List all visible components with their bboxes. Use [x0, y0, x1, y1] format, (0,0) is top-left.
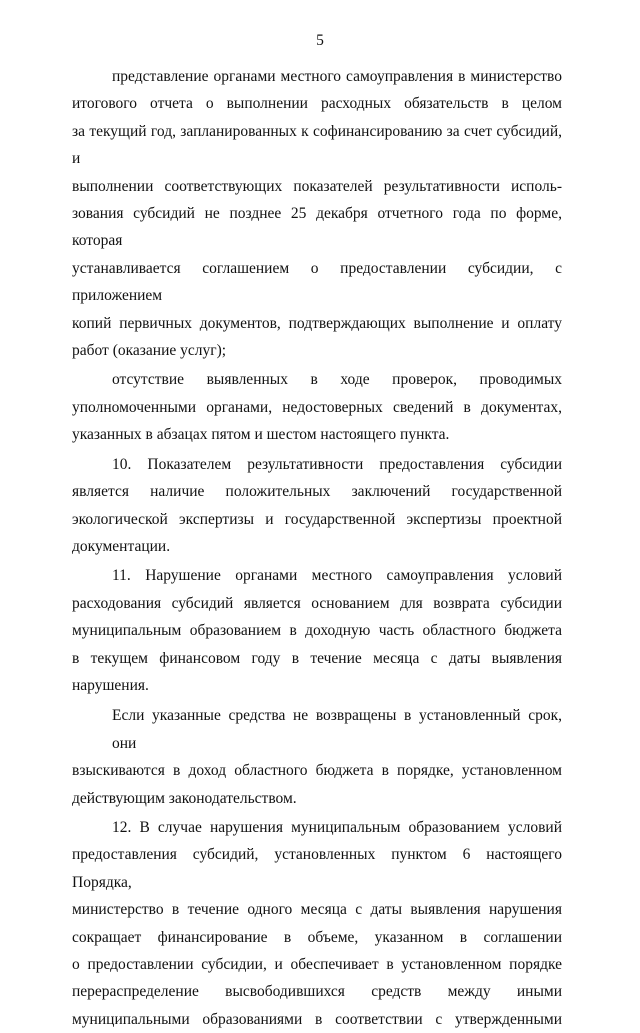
text-line: зования субсидий не позднее 25 декабря отчетного года по форме, которая	[72, 205, 562, 250]
text-line: муниципальным образованием в доходную часть областного бюджета	[72, 622, 562, 640]
text-line: взыскиваются в доход областного бюджета в порядке, установленном	[72, 762, 562, 780]
text-line: в текущем финансовом году в течение месяца с даты выявления	[72, 649, 562, 667]
text-line: 12. В случае нарушения муниципальным образованием условий	[112, 818, 562, 836]
text-line: министерство в течение одного месяца с даты выявления нарушения	[72, 901, 562, 919]
text-line: устанавливается соглашением о предоставлении субсидии, с приложением	[72, 259, 562, 305]
text-line: о предоставлении субсидии, и обеспечивает в установленном порядке	[72, 956, 562, 973]
paragraph-recovery	[72, 702, 562, 812]
text-line: итогового отчета о выполнении расходных обязательств в целом	[72, 95, 562, 113]
text-line: копий первичных документов, подтверждающих выполнение и оплату	[72, 314, 562, 332]
text-line: Если указанные средства не возвращены в установленный срок, они	[112, 707, 562, 752]
text-line: отсутствие выявленных в ходе проверок, проводимых	[112, 371, 562, 389]
paragraph-item-12	[72, 814, 562, 1033]
text-line: 11. Нарушение органами местного самоуправления условий	[112, 567, 562, 585]
text-line: перераспределение высвободившихся средств между иными	[72, 983, 562, 1001]
text-line: работ (оказание услуг);	[72, 342, 227, 360]
text-line: экологической экспертизы и государственной экспертизы проектной	[72, 510, 562, 528]
text-line: является наличие положительных заключений государственной	[72, 483, 562, 501]
paragraph-item-10	[72, 451, 562, 561]
text-line: уполномоченными органами, недостоверных сведений в документах,	[72, 398, 562, 416]
text-line: 10. Показателем результативности предоставления субсидии	[112, 455, 562, 473]
paragraph-no-false-info	[72, 366, 562, 448]
document-body	[72, 63, 562, 1033]
page-number: 5	[316, 32, 324, 49]
text-line: представление органами местного самоуправления в министерство	[112, 68, 562, 85]
text-line: за текущий год, запланированных к софинансированию за счет субсидий, и	[72, 122, 562, 168]
paragraph-report-submission	[72, 63, 562, 364]
text-line: указанных в абзацах пятом и шестом настоящего пункта.	[72, 426, 450, 444]
text-line: расходования субсидий является основанием для возврата субсидии	[72, 594, 562, 612]
text-line: сокращает финансирование в объеме, указанном в соглашении	[72, 928, 562, 946]
text-line: действующим законодательством.	[72, 789, 297, 807]
text-line: нарушения.	[72, 676, 149, 694]
paragraph-item-11	[72, 562, 562, 699]
text-line: выполнении соответствующих показателей результативности исполь-	[72, 177, 562, 195]
text-line: документации.	[72, 537, 171, 555]
text-line: муниципальными образованиями в соответствии с утвержденными	[72, 1010, 562, 1028]
text-line: предоставления субсидий, установленных пунктом 6 настоящего Порядка,	[72, 846, 562, 891]
